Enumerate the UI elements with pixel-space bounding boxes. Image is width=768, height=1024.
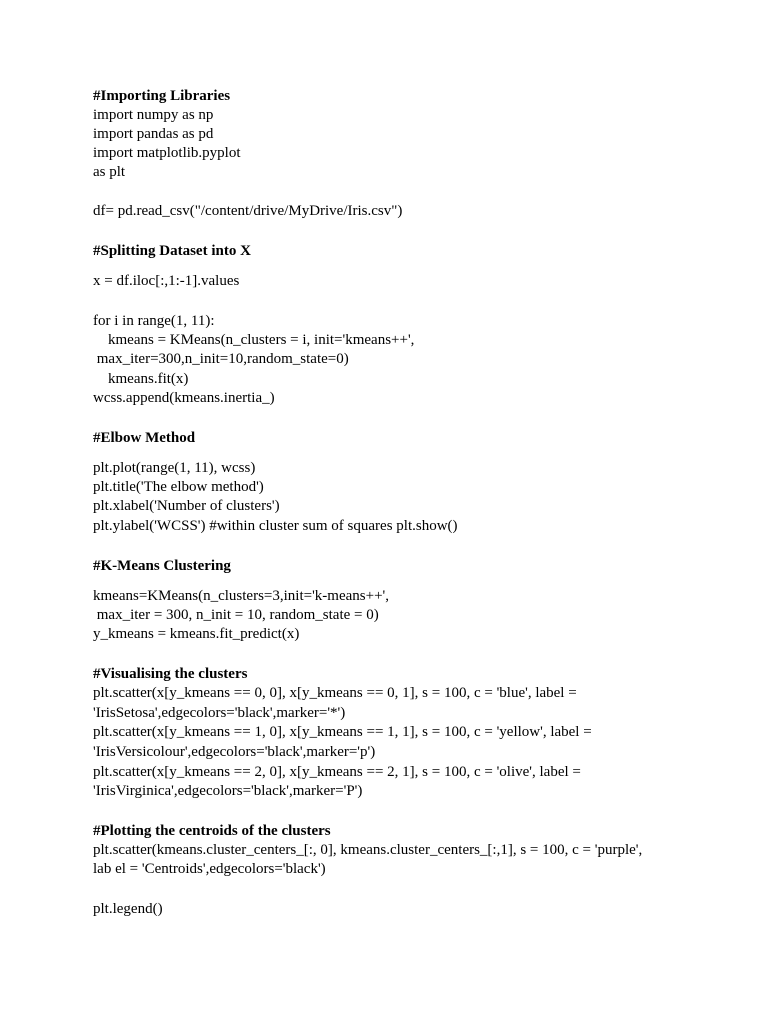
code-line: plt.legend() (93, 901, 163, 917)
code-line: df= pd.read_csv("/content/drive/MyDrive/Iris.csv") (93, 203, 403, 219)
code-line: plt.ylabel('WCSS') #within cluster sum of squares plt.show() (93, 518, 458, 534)
code-line: plt.scatter(x[y_kmeans == 1, 0], x[y_kmeans == 1, 1], s = 100, c = 'yellow', label = (93, 724, 592, 740)
code-line: plt.scatter(x[y_kmeans == 2, 0], x[y_kmeans == 2, 1], s = 100, c = 'olive', label = (93, 764, 581, 780)
code-line: kmeans = KMeans(n_clusters = i, init='kmeans++', (93, 332, 415, 348)
code-line: import pandas as pd (93, 126, 214, 142)
code-line: kmeans.fit(x) (93, 371, 189, 387)
code-line: kmeans=KMeans(n_clusters=3,init='k-means++', (93, 588, 389, 604)
code-line: wcss.append(kmeans.inertia_) (93, 390, 275, 406)
code-line: plt.scatter(x[y_kmeans == 0, 0], x[y_kmeans == 0, 1], s = 100, c = 'blue', label = (93, 685, 577, 701)
section-heading-elbow-method: #Elbow Method (93, 430, 196, 446)
section-heading-splitting-dataset: #Splitting Dataset into X (93, 243, 251, 259)
code-line: lab el = 'Centroids',edgecolors='black') (93, 861, 326, 877)
section-heading-visualising-clusters: #Visualising the clusters (93, 666, 248, 682)
section-heading-kmeans-clustering: #K-Means Clustering (93, 558, 231, 574)
section-heading-importing-libraries: #Importing Libraries (93, 88, 231, 104)
code-line: import numpy as np (93, 107, 214, 123)
code-line: import matplotlib.pyplot (93, 145, 241, 161)
code-line: max_iter=300,n_init=10,random_state=0) (93, 351, 349, 367)
code-line: as plt (93, 164, 126, 180)
code-line: plt.title('The elbow method') (93, 479, 264, 495)
section-heading-plotting-centroids: #Plotting the centroids of the clusters (93, 823, 331, 839)
code-line: 'IrisVirginica',edgecolors='black',marker='P') (93, 783, 363, 799)
code-line: 'IrisSetosa',edgecolors='black',marker='*') (93, 705, 346, 721)
code-line: max_iter = 300, n_init = 10, random_state = 0) (93, 607, 379, 623)
code-line: x = df.iloc[:,1:-1].values (93, 273, 240, 289)
code-line: plt.xlabel('Number of clusters') (93, 498, 280, 514)
code-line: y_kmeans = kmeans.fit_predict(x) (93, 626, 300, 642)
code-line: 'IrisVersicolour',edgecolors='black',marker='p') (93, 744, 376, 760)
code-line: plt.scatter(kmeans.cluster_centers_[:, 0], kmeans.cluster_centers_[:,1], s = 100, c = 'purple', (93, 842, 643, 858)
code-line: for i in range(1, 11): (93, 313, 215, 329)
code-line: plt.plot(range(1, 11), wcss) (93, 460, 256, 476)
